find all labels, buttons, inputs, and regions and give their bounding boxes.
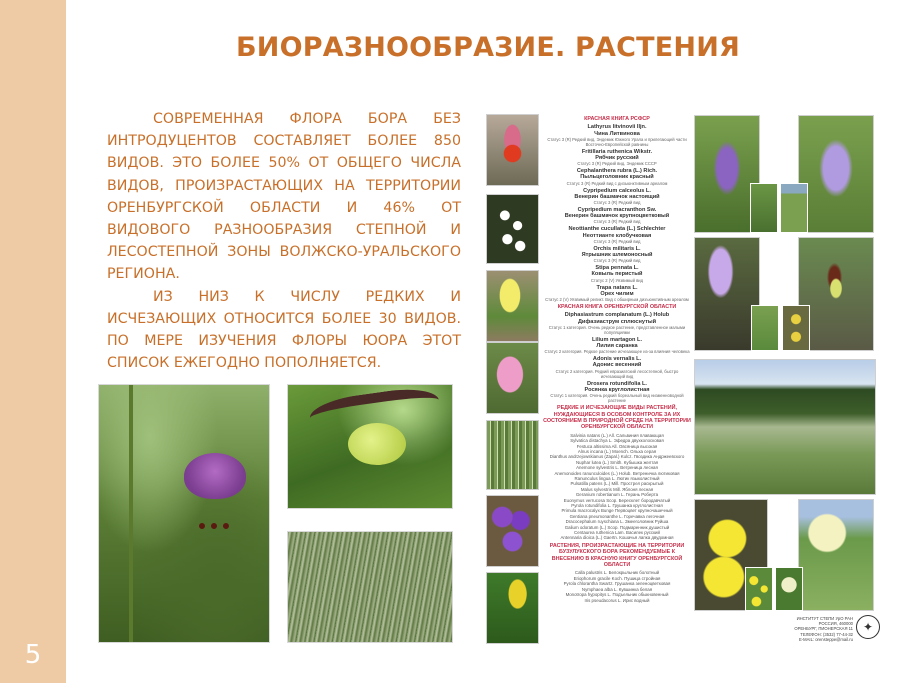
list-item: Calla palustris L. Белокрыльник болотный [574,570,660,576]
left-decorative-band [0,0,66,683]
poster-thumb-2 [486,194,539,264]
species-latin: Orchis militaris L. [593,245,641,252]
list-item: Centaurea ruthenica Lam. Василек русский [574,530,660,536]
list-item: Anemone sylvestris L. Ветреница лесная [576,465,658,471]
list-item: Alnus incana (L.) Moench. Ольха серая [577,448,657,454]
steppe-pine-photo [694,359,876,495]
species-rus: Рябчик русский [595,155,639,162]
orchid-inset-1 [750,183,778,233]
species-rus: Венерин башмачок крупноцветковый [564,213,670,220]
species-rus: Чина Литвинова [594,130,640,137]
list-item: Eriophorum gracile Koch. Пушица стройная [573,575,661,581]
paragraph-flora: СОВРЕМЕННАЯ ФЛОРА БОРА БЕЗ ИНТРОДУЦЕНТОВ СОСТАВЛЯЕТ БОЛЕЕ 850 ВИДОВ. ЭТО БОЛЕЕ 50% ОТ ОБЩЕГО ЧИСЛА ВИДОВ, ПРОИЗРАСТАЮЩИХ НА ТЕРРИТОРИИ ОРЕНБУРГСКОЙ ОБЛАСТИ И 46% ОТ ВИДОВОГО РАЗНООБРАЗИЯ СТЕПНОЙ И ЛЕСОСТЕПНОЙ ЗОНЫ ВОЛЖСКО-УРАЛЬСКОГО РЕГИОНА. [107,111,461,283]
red-book-poster [483,110,893,650]
species-rus: Пыльцеголовник красный [580,174,654,181]
species-rus: Росянка круглолистная [584,386,650,393]
cypripedium-inset [782,305,810,351]
contact-line: РОССИЯ, 460000 [818,621,853,627]
list-item: Festuca altissima All. Овсяница высокая [576,443,658,449]
centaurea-photo [798,499,874,611]
species-rus: Ятрышник шлемоносный [581,252,653,259]
photo-anthers [199,515,229,529]
species-latin: Drosera rotundifolia L. [587,380,647,387]
poster-thumb-6 [486,495,539,567]
photo-lip [348,423,406,465]
poster-thumb-1 [486,114,539,186]
list-item: Sylvatica distachya L. Эфедра двухколосковая [570,438,664,444]
poster-species-list [543,114,691,603]
lily-martagon-photo [98,384,270,643]
species-status: Статус 3 (R) Редкий вид [593,238,641,244]
bird-emblem-icon: ✦ [856,615,880,639]
orchid-inset-2 [780,183,808,233]
species-status: Статус 2 (V) Уязвимый вид [590,277,644,283]
orchid-photo-2 [798,115,874,233]
species-rus: Ковыль перистый [591,271,643,278]
list-item: Dracocephalum ruyschiana L. Змееголовник Руйша [565,519,669,525]
list-item: Gentiana pneumonanthe L. Горечавка легочная [569,513,665,519]
list-item: Primula macrocalyx Bunge Первоцвет крупночашечный [561,508,673,514]
list-item: Pyrola chlorantha Swartz. Грушанка зеленоцветковая [563,581,671,587]
photo-stem [129,385,133,643]
species-status: Статус 3 (R) Редкий вид с дизъюнктивным ареалом [566,180,668,186]
section-heading-rare-control: РЕДКИЕ И ИСЧЕЗАЮЩИЕ ВИДЫ РАСТЕНИЙ, НУЖДАЮЩИЕСЯ В ОСОБОМ КОНТРОЛЕ ЗА ИХ СОСТОЯНИЕМ В ПРИРОДНОЙ СРЕДЕ НА ТЕРРИТОРИИ ОРЕНБУРГСКОЙ ОБЛАСТИ [543,405,691,431]
lady-slipper-orchid-photo [287,384,453,509]
section-heading-recommended: РАСТЕНИЯ, ПРОИЗРАСТАЮЩИЕ НА ТЕРРИТОРИИ БУЗУЛУКСКОГО БОРА РЕКОМЕНДУЕМЫЕ К ВНЕСЕНИЮ В КРАСНУЮ КНИГУ ОРЕНБУРГСКОЙ ОБЛАСТИ [549,542,685,569]
list-item: Dianthus andrzejowskianus (Zapal.) Kulcz. Гвоздика Андржеевского [549,454,685,460]
list-item: Euonymus verrucosa Scop. Бересклет бородавчатый [563,497,671,503]
cephalanthera-inset [751,305,779,351]
poster-thumb-7 [486,572,539,644]
species-latin: Cypripedium calceolus L. [583,187,651,194]
species-status: Статус 2 категория. Редкий евразиатский лесостепной, быстро исчезающий вид [555,368,679,379]
contact-line: ИНСТИТУТ СТЕПИ УрО РАН [796,616,853,621]
species-status: Статус 1 категория. Очень редкий бореальный вид низменноводной растение [550,393,684,404]
contact-line: ОРЕНБУРГ, ПИОНЕРСКАЯ 11 [794,626,853,632]
list-item: Anemonoides ranunculoides (L.) Holub. Ветреничка лютиковая [554,470,680,476]
species-latin: Adonis vernalis L. [592,356,642,363]
species-latin: Cephalanthera rubra (L.) Rich. [576,168,658,175]
species-status: Статус 1 категория. Очень редкое растение, представленное малыми популяциями [548,324,686,335]
poster-thumb-3 [486,270,539,342]
species-latin: Cypripedium macranthon Sw. [577,207,657,214]
list-item: Monotropa hypopitys L. Подъельник обыкновенный [565,592,669,598]
feather-grass-photo [287,531,453,643]
species-status: Статус 3 (R) Редкий вид [593,200,641,206]
photo-flower [184,453,246,499]
poster-thumb-5 [486,420,539,490]
section-heading-rsfsr: КРАСНАЯ КНИГА РСФСР [584,116,650,122]
paragraph-rare-species: ИЗ НИЗ К ЧИСЛУ РЕДКИХ И ИСЧЕЗАЮЩИХ ОТНОСИТСЯ БОЛЕЕ 30 ВИДОВ. ПО МЕРЕ ИЗУЧЕНИЯ ФЛОРЫ ЮОРА ЭТОТ СПИСОК ЕЖЕГОДНО ПОПОЛНЯЕТСЯ. [107,288,461,372]
list-item: Galium odoratum (L.) Scop. Подмаренник душистый [564,524,670,530]
list-item: Nymphaea alba L. Кувшинка белая [581,586,653,592]
adonis-inset [745,567,773,611]
species-rus: Неоттианте клобучковая [582,232,652,239]
species-status: Статус 2 категория. Редкое растение исчезающее из-за влияния человека [544,349,690,355]
section-heading-orenburg: КРАСНАЯ КНИГА ОРЕНБУРГСКОЙ ОБЛАСТИ [557,304,677,311]
body-text [107,108,461,374]
species-latin: Neottianthe cucullata (L.) Schlechter [568,226,666,233]
species-rus: Дифазиаструм сплюснутый [577,318,657,325]
list-item: Salvinia natans (L.) All. Сальвиния плавающая [570,432,664,438]
contact-line: ТЕЛЕФОН: (3532) 77-44-32 [800,631,853,637]
list-item: Geranium robertianum L. Герань Роберта [575,492,659,498]
species-rus: Венерин башмачок настоящий [574,193,660,200]
list-item: Ranunculus lingua L. Лютик языколистный [574,475,660,481]
species-latin: Stipa pennata L. [595,265,639,272]
species-latin: Fritillaria ruthenica Wikstr. [581,148,653,155]
list-item: Pyrola rotundifolia L. Грушанка круглолистная [571,503,663,508]
list-item: Antennaria dioica (L.) Gaertn. Кошачья лапка двудомная [560,535,674,541]
species-status: Статус 3 (R) Редкий вид. Эндемик СССР [577,161,657,167]
species-rus: Адонис весенний [592,362,642,369]
list-item: Nuphar lutea (L.) Smith. Кубышка желтая [575,459,659,465]
species-rus: Орех чилим [600,290,634,297]
species-status: Статус 3 (R) Редкий вид [593,258,641,264]
centaurea-inset [775,567,803,611]
species-status: Статус 3 (R) Редкий вид. Эндемик Южного Урала и прилегающей части Восточно-Европейской равнины [547,136,687,147]
list-item: Pulsatilla patens (L.) Mill. Прострел раскрытый [570,481,664,487]
list-item: Malus sylvestris Mill. Яблоня лесная [580,486,654,492]
list-item: Iris pseudacorus L. Ирис водный [584,597,650,603]
species-latin: Lilium martagon L. [591,336,643,343]
poster-thumb-4 [486,342,539,414]
slide-title: БИОРАЗНООБРАЗИЕ. РАСТЕНИЯ [236,32,740,63]
slide-number: 5 [24,640,42,670]
species-latin: Lathyrus litvinovii Iljn. [587,124,647,131]
institute-contacts [753,616,853,642]
species-status: Статус 2 (V) Уязвимый реликт. Вид с обширным дизъюнктивным ареалом [545,297,689,303]
species-rus: Лилия саранка [596,343,638,350]
species-status: Статус 3 (R) Редкий вид [593,219,641,225]
contact-line: E-MAIL: orensteppe@mail.ru [798,636,853,642]
species-latin: Trapa natans L. [596,284,638,291]
species-latin: Diphasiastrum complanatum (L.) Holub [564,312,670,319]
